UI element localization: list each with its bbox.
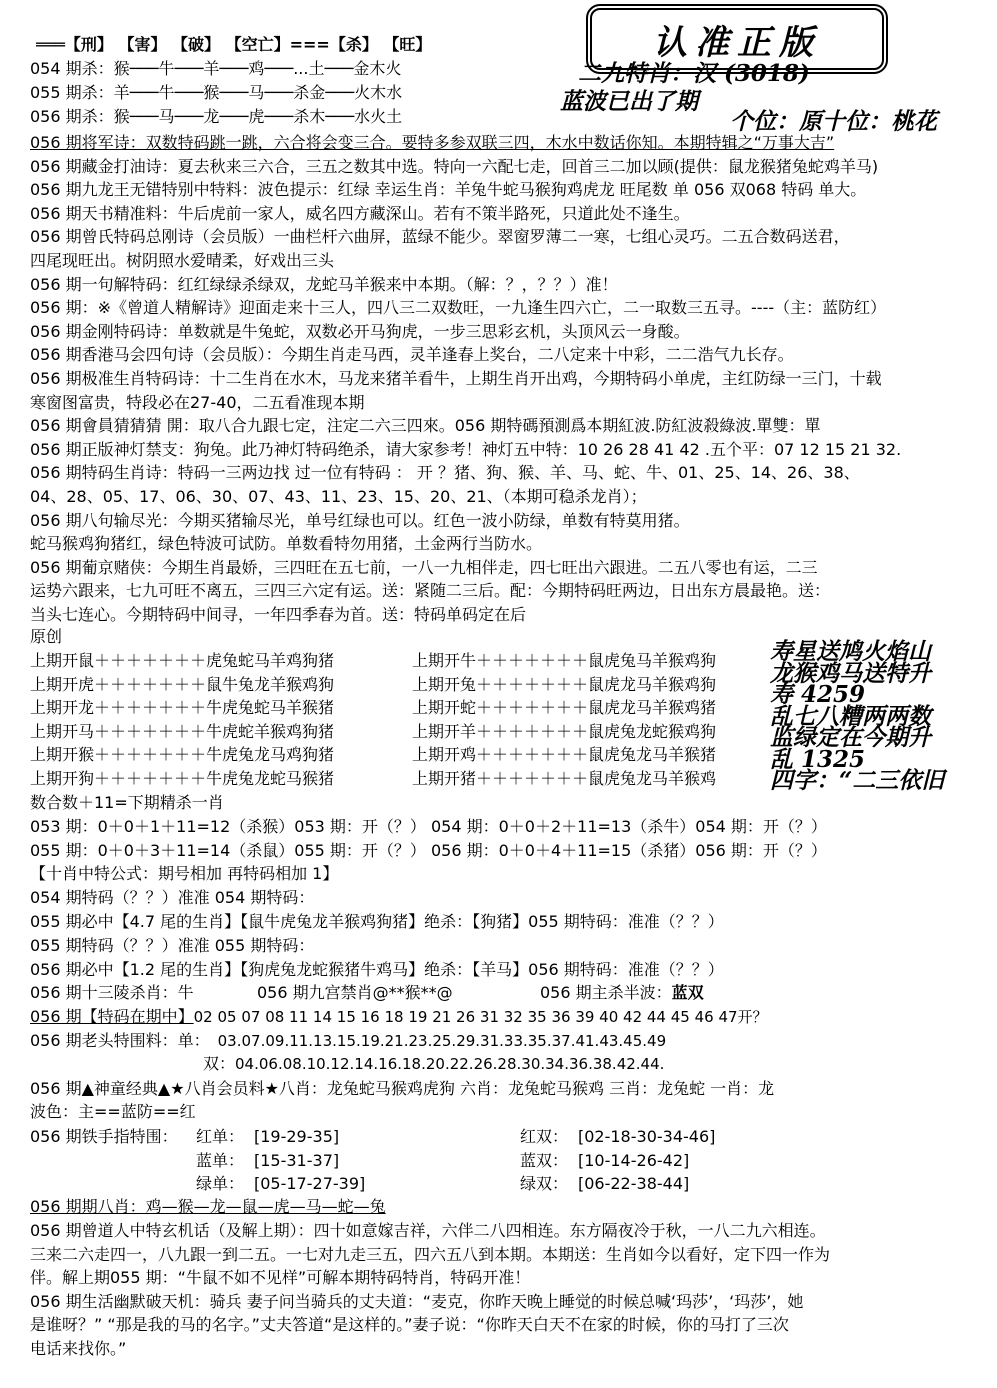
handwritten-note: 乱 1325 <box>770 745 866 773</box>
verse-line: 056 期一句解特码：红红绿绿杀绿双，龙蛇马羊猴来中本期。（解：？，？？）准！ <box>30 274 618 294</box>
closing-line: 三来二六走四一，八九跟一到二五。一七对九走三五，四六五八到本期。本期送：生肖如今以看好，定下四一作为 <box>30 1244 831 1264</box>
seal-stamp: 认准正版 <box>586 4 888 74</box>
verse-line: 056 期天书精准料：牛后虎前一家人，威名四方藏深山。若有不策半路死，只道此处不逢生。 <box>30 203 690 223</box>
closing-line: 伴。解上期055 期：“牛鼠不如不见样”可解本期特码特肖，特码开准！ <box>30 1268 531 1288</box>
iron-value-left: [05-17-27-39] <box>254 1174 366 1193</box>
closing-line: 是谁呀？” “那是我的马的名字。”丈夫答道“是这样的。”妻子说：“你昨天白天不在家的时候，你的马打了三次 <box>30 1315 789 1335</box>
closing-line: 056 期生活幽默破天机：骑兵 妻子问当骑兵的丈夫道：“麦克，你昨天晚上睡觉的时候总喊‘玛莎’，‘玛莎’，她 <box>30 1291 804 1311</box>
iron-label-right: 绿双： <box>520 1174 569 1193</box>
eight-zodiac: 056 期期八肖：鸡—猴—龙—鼠—虎—马—蛇—兔 <box>30 1197 386 1216</box>
iron-label-right: 蓝双： <box>520 1150 569 1170</box>
iron-value-right: [10-14-26-42] <box>578 1150 690 1170</box>
formula-line: 055 期必中【4.7 尾的生肖】【鼠牛虎兔龙羊猴鸡狗猪】绝杀：【狗猪】055 期特码：准准（？？） <box>30 912 724 931</box>
kill-row: 054 期杀：猴───牛───羊───鸡───...土───金木火 <box>30 59 402 78</box>
verse-line: 056 期特码生肖诗：特码一三两边找 过一位有特码 ： 开 ？猪、狗、猴、羊、马、蛇、牛、01、25、14、26、38、 <box>30 463 860 483</box>
handwritten-note: 四字：“二三依旧 <box>770 767 945 794</box>
open-row: 上期开猴＋＋＋＋＋＋＋牛虎兔龙马鸡狗猪 <box>30 745 335 764</box>
formula-line: 数合数＋11=下期精杀一肖 <box>30 793 224 812</box>
formula-line: 053 期：0＋0＋1＋11=12（杀猴）053 期：开（？） 054 期：0＋0＋2＋11=13（杀牛）054 期：开（？） <box>30 816 827 836</box>
header-row: ═══【刑】 【害】 【破】 【空亡】===【杀】 【旺】 <box>36 35 432 54</box>
formula-line: 055 期特码（？？）准准 055 期特码： <box>30 935 315 955</box>
handwritten-note: 寿 4259 <box>770 681 866 708</box>
main-kill-wave: 056 期主杀半波：蓝双 <box>540 983 704 1002</box>
verse-line: 056 期葡京赌侠：今期生肖最娇，三四旺在五七前，一八一九相伴走，四七旺出六跟进。二五八零也有运，二三 <box>30 557 818 577</box>
tomb-kill: 056 期十三陵杀肖：牛 <box>30 983 194 1002</box>
formula-line: 054 期特码（？？）准准 054 期特码： <box>30 888 315 908</box>
handwritten-note: 乱七八糟两两数 <box>770 702 931 730</box>
open-row: 上期开猪＋＋＋＋＋＋＋鼠虎兔龙马羊猴鸡 <box>412 768 717 788</box>
open-row: 上期开羊＋＋＋＋＋＋＋鼠虎兔龙蛇猴鸡狗 <box>412 721 717 741</box>
handwritten-note: 二九特肖：汉 (3018) <box>578 60 810 87</box>
iron-value-left: [19-29-35] <box>254 1127 340 1146</box>
open-row: 上期开兔＋＋＋＋＋＋＋鼠虎龙马羊猴鸡狗 <box>412 674 717 694</box>
formula-line: 【十肖中特公式：期号相加 再特码相加 1】 <box>30 864 339 884</box>
iron-label: 056 期铁手指特围： <box>30 1127 178 1146</box>
verse-line: 四尾现旺出。树阴照水爱晴柔，好戏出三头 <box>30 251 335 270</box>
open-row: 上期开牛＋＋＋＋＋＋＋鼠虎兔马羊猴鸡狗 <box>412 651 717 670</box>
open-row: 上期开马＋＋＋＋＋＋＋牛虎蛇羊猴鸡狗猪 <box>30 721 335 741</box>
wave-color: 波色：主==蓝防==红 <box>30 1102 196 1121</box>
handwritten-note: 寿星送鸠火焰山 <box>770 638 931 665</box>
verse-line: 056 期：※《曾道人精解诗》迎面走来十三人，四八三二双数旺，一九逢生四六亡，二一取数三五寻。----（主：蓝防红） <box>30 298 887 318</box>
shentong-line: 056 期▲神童经典▲★八肖会员料★八肖：龙兔蛇马猴鸡虎狗 六肖：龙兔蛇马猴鸡 三肖：龙兔蛇 一肖：龙 <box>30 1079 775 1098</box>
verse-line: 056 期九龙王无错特别中特料：波色提示：红绿 幸运生肖：羊兔牛蛇马猴狗鸡虎龙 旺尾数 单 056 双068 特码 单大。 <box>30 180 867 200</box>
verse-line: 056 期将军诗：双数特码跳一跳，六合将会变三合。要特多参双联三四，木水中数话你知。本期特辑之“万事大吉” <box>30 133 835 152</box>
verse-line: 056 期香港马会四句诗（会员版）：今期生肖走马西，灵羊逢春上奖台，二八定来十中彩，二二浩气九长存。 <box>30 345 794 365</box>
laotou-even: 双：04.06.08.10.12.14.16.18.20.22.26.28.30.34.36.38.42.44. <box>203 1054 665 1073</box>
verse-line: 056 期曾氏特码总刚诗（会员版）一曲栏杆六曲屏，蓝绿不能少。翠窗罗薄二一寒，七组心灵巧。二五合数码送君， <box>30 227 850 247</box>
handwritten-note: 个位：原十位：桃花 <box>730 108 937 135</box>
iron-value-left: [15-31-37] <box>254 1150 340 1170</box>
open-row: 上期开蛇＋＋＋＋＋＋＋鼠虎龙马羊猴鸡猪 <box>412 698 717 717</box>
closing-line: 电话来找你。” <box>30 1339 127 1358</box>
handwritten-note: 监绿定在今期升 <box>770 724 931 751</box>
handwritten-note: 蓝波已出了期 <box>560 88 698 115</box>
special-in-period: 056 期【特码在期中】02 05 07 08 11 14 15 16 18 19 21 26 31 32 35 36 39 40 42 44 45 46 47开？ <box>30 1007 768 1026</box>
palace-ban: 056 期九宫禁肖@**猴**@ <box>257 983 453 1002</box>
open-row: 上期开狗＋＋＋＋＋＋＋牛虎兔龙蛇马猴猪 <box>30 768 335 788</box>
verse-line: 运势六跟来，七九可旺不离五，三四三六定有运。送：紧随二三后。配：今期特码旺两边，日出东方晨最艳。送： <box>30 581 831 601</box>
verse-line: 056 期正版神灯禁支：狗兔。此乃神灯特码绝杀，请大家参考！神灯五中特：10 26 28 41 42 .五个平：07 12 15 21 32. <box>30 439 902 459</box>
formula-line: 056 期必中【1.2 尾的生肖】【狗虎兔龙蛇猴猪牛鸡马】绝杀：【羊马】056 期特码：准准（？？） <box>30 959 724 979</box>
origin-label: 原创 <box>30 627 63 646</box>
handwritten-note: 龙猴鸡马送特升 <box>770 659 931 687</box>
verse-line: 当头七连心。今期特码中间寻，一年四季春为首。送：特码单码定在后 <box>30 605 527 624</box>
closing-line: 056 期曾道人中特玄机话（及解上期）：四十如意嫁吉祥，六伴二八四相连。东方隔夜冷于秋，一八二九六相连。 <box>30 1221 826 1240</box>
iron-label-right: 红双： <box>520 1127 569 1146</box>
kill-row: 056 期杀：猴───马───龙───虎───杀木───水火土 <box>30 107 403 126</box>
iron-label-left: 红单： <box>196 1127 245 1146</box>
verse-line: 056 期藏金打油诗：夏去秋来三六合，三五之数其中选。特向一六配七走，回首三二加以顾(提供：鼠龙猴猪兔蛇鸡羊马) <box>30 156 879 176</box>
laotou-odd: 056 期老头特围料：单： 03.07.09.11.13.15.19.21.23.25.29.31.33.35.37.41.43.45.49 <box>30 1031 667 1050</box>
open-row: 上期开龙＋＋＋＋＋＋＋牛虎兔蛇马羊猴猪 <box>30 698 335 717</box>
verse-line: 056 期八句输尽光：今期买猪输尽光，单号红绿也可以。红色一波小防绿，单数有特莫用猪。 <box>30 510 690 530</box>
verse-line: 056 期极准生肖特码诗：十二生肖在水木，马龙来猪羊看牛，上期生肖开出鸡，今期特码小单虎，主红防绿一三门，十载 <box>30 369 882 388</box>
verse-line: 04、28、05、17、06、30、07、43、11、23、15、20、21、（本期可稳杀龙肖）； <box>30 487 647 506</box>
verse-line: 蛇马猴鸡狗猪红，绿色特波可试防。单数看特勿用猪，土金两行当防水。 <box>30 534 543 554</box>
iron-label-left: 蓝单： <box>196 1150 245 1170</box>
verse-line: 寒窗图富贵，特段必在27-40，二五看准现本期 <box>30 392 365 412</box>
kill-row: 055 期杀：羊───牛───猴───马───杀金───火木水 <box>30 83 403 102</box>
open-row: 上期开鼠＋＋＋＋＋＋＋虎兔蛇马羊鸡狗猪 <box>30 651 335 670</box>
iron-value-right: [02-18-30-34-46] <box>578 1127 716 1146</box>
verse-line: 056 期金刚特码诗：单数就是牛兔蛇，双数必开马狗虎，一步三思彩玄机，头顶风云一身酸。 <box>30 321 690 341</box>
verse-line: 056 期會員猜猜猜 開：取八合九跟七定，注定二六三四來。056 期特碼預測爲本期紅波.防紅波殺綠波.單雙：單 <box>30 416 821 436</box>
open-row: 上期开鸡＋＋＋＋＋＋＋鼠虎兔龙马羊猴猪 <box>412 745 717 764</box>
formula-line: 055 期：0＋0＋3＋11=14（杀鼠）055 期：开（？） 056 期：0＋0＋4＋11=15（杀猪）056 期：开（？） <box>30 840 827 860</box>
iron-label-left: 绿单： <box>196 1174 245 1193</box>
iron-value-right: [06-22-38-44] <box>578 1174 690 1193</box>
open-row: 上期开虎＋＋＋＋＋＋＋鼠牛兔龙羊猴鸡狗 <box>30 674 335 694</box>
